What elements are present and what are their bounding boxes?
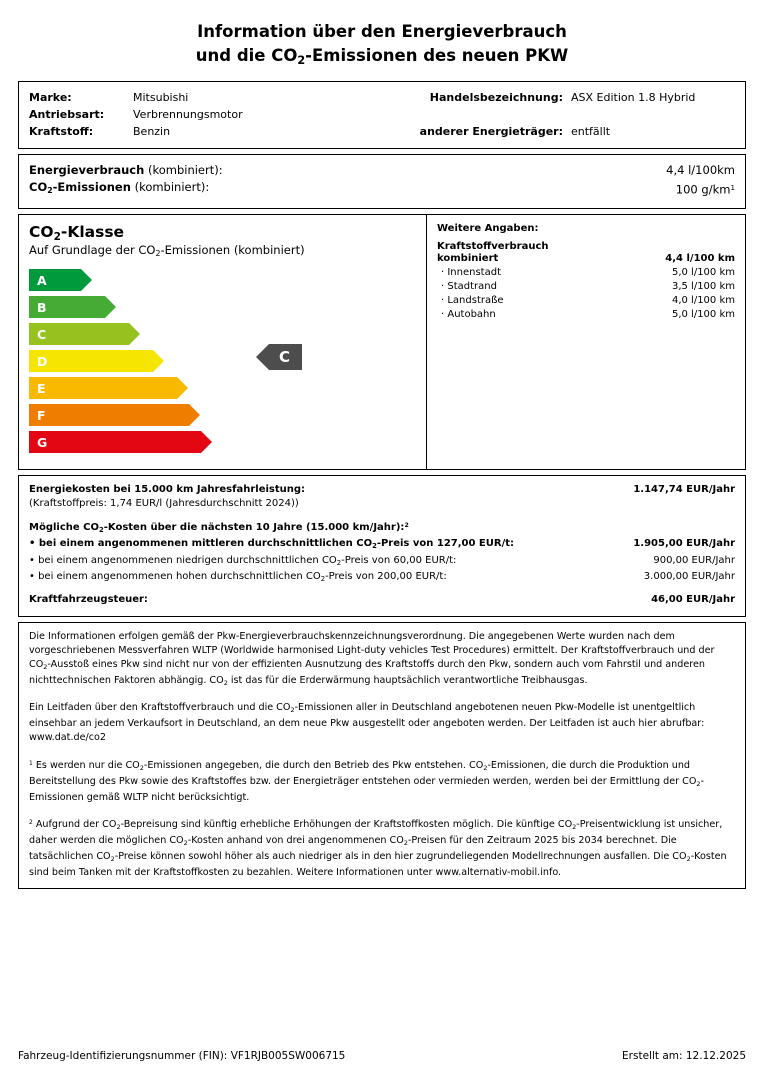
co2-cost-row-label: • bei einem angenommenen mittleren durchschnittlichen $CO_2$-Preis von 127,00 EUR/t:: [29, 538, 515, 551]
fuel-consumption-row-value: 4,4 l/100 km: [665, 252, 735, 264]
vehicle-spacer-row: [385, 106, 735, 123]
created-block: [622, 1050, 746, 1062]
co2-class-row-g: [29, 430, 416, 455]
vehicle-other-energy-label: anderer Energieträger:: [419, 125, 563, 139]
combined-emissions-value: 100 $g/km^1$: [675, 182, 735, 197]
co2-costs-header-row: [29, 519, 735, 537]
co2-class-row-c: [29, 322, 416, 347]
vehicle-tax-row: [29, 593, 735, 608]
vehicle-info-right-column: [379, 89, 735, 140]
co2-class-bar-d: D: [29, 350, 153, 372]
fuel-consumption-row-label: · Autobahn: [441, 308, 496, 320]
co2-class-row-f: [29, 403, 416, 428]
fuel-consumption-row: [437, 294, 735, 308]
vehicle-drivetype-label: Antriebsart:: [29, 108, 105, 122]
co2-costs-header: Mögliche $CO_2$-Kosten über die nächsten 10 Jahre (15.000 km/Jahr):$^2$: [29, 521, 409, 534]
vin-value: VF1RJB005SW006715: [230, 1050, 346, 1062]
combined-emissions-label-rest: (kombiniert):: [130, 180, 210, 195]
vehicle-brand-row: [29, 89, 379, 106]
fuel-consumption-row-label: · Innenstadt: [441, 266, 501, 278]
fuel-consumption-row: [437, 252, 735, 266]
legal-paragraph-1: Die Informationen erfolgen gemäß der Pkw-Energieverbrauchskennzeichnungsverordnung. Die angegebenen Werte wurden nach dem vorgeschriebenen Messverfahren WLTP (Worldwide harmonised Light-duty vehicles Test Procedures) ermittelt. Der Kraftstoffverbrauch und der $CO_2$-Ausstoß eines Pkw sind nicht nur von der effizienten Ausnutzung des Kraftstoffs durch den Pkw, sondern auch vom Fahrstil und anderen nichttechnischen Faktoren abhängig. $CO_2$ ist das für die Erderwärmung hauptsächlich verantwortliche Treibhausgas.: [29, 630, 715, 688]
combined-consumption-label-bold: Energieverbrauch: [29, 163, 145, 178]
co2-cost-row-value: 900,00 EUR/Jahr: [653, 554, 735, 566]
vehicle-brand-label: Marke:: [29, 91, 72, 105]
co2-cost-row-value: 3.000,00 EUR/Jahr: [643, 570, 735, 582]
vehicle-model-label: Handelsbezeichnung:: [429, 91, 563, 105]
combined-consumption-row: [29, 162, 735, 179]
fuel-consumption-row: [437, 266, 735, 280]
co2-cost-row: [29, 570, 735, 586]
legal-notes-box: [18, 622, 746, 889]
co2-class-bar-f: F: [29, 404, 189, 426]
vehicle-drivetype-value: Verbrennungsmotor: [133, 108, 243, 122]
co2-class-bar-e: E: [29, 377, 177, 399]
page-title-line2: und die $CO_2$-Emissionen des neuen PKW: [195, 45, 569, 68]
vin-block: [18, 1050, 345, 1062]
energy-costs-row: [29, 483, 735, 498]
co2-class-row-e: [29, 376, 416, 401]
co2-class-bar-b: B: [29, 296, 105, 318]
vehicle-tax-value: 46,00 EUR/Jahr: [651, 594, 735, 606]
vehicle-model-row: [385, 89, 735, 106]
consumption-summary-box: [18, 154, 746, 208]
combined-emissions-row: [29, 179, 735, 199]
co2-class-row-a: [29, 268, 416, 293]
fuel-consumption-row: [437, 308, 735, 322]
created-label: Erstellt am:: [622, 1050, 683, 1062]
combined-emissions-label: $CO_2$-Emissionen (kombiniert):: [29, 180, 210, 196]
fuel-consumption-row-value: 3,5 l/100 km: [671, 280, 735, 292]
vin-label: Fahrzeug-Identifizierungsnummer (FIN):: [18, 1050, 228, 1062]
vehicle-fuel-value: Benzin: [133, 125, 171, 139]
footnote-marker-1: 1: [730, 183, 735, 193]
page-title: [18, 20, 746, 69]
vehicle-model-value: ASX Edition 1.8 Hybrid: [571, 91, 696, 105]
costs-box: [18, 475, 746, 617]
co2-cost-row: [29, 554, 735, 570]
fuel-consumption-row: [437, 280, 735, 294]
co2-class-bar-a: A: [29, 269, 81, 291]
further-details-panel: [427, 215, 745, 469]
fuel-consumption-row-value: 4,0 l/100 km: [671, 294, 735, 306]
vehicle-fuel-row: [29, 123, 379, 140]
co2-class-row-d: [29, 349, 416, 374]
vehicle-tax-label: Kraftfahrzeugsteuer:: [29, 594, 148, 606]
created-value: 12.12.2025: [685, 1050, 746, 1062]
fuel-consumption-row-label: kombiniert: [437, 252, 499, 264]
fuel-consumption-row-label: · Landstraße: [441, 294, 504, 306]
page-title-line1: Information über den Energieverbrauch: [197, 22, 567, 41]
co2-class-subheading: Auf Grundlage der $CO_2$-Emissionen (kombiniert): [29, 243, 305, 259]
combined-emissions-label-emissions: -Emissionen: [52, 180, 131, 195]
co2-class-bar-g: G: [29, 431, 201, 453]
co2-class-heading: $CO_2$-Klasse: [29, 222, 125, 243]
vehicle-info-left-column: [29, 89, 379, 140]
co2-costs-rows: [29, 537, 735, 586]
vehicle-info-box: [18, 81, 746, 149]
fuel-consumption-title: Kraftstoffverbrauch: [437, 240, 549, 252]
co2-class-box: [18, 214, 746, 470]
vehicle-fuel-label: Kraftstoff:: [29, 125, 94, 139]
fuel-price-note-row: [29, 497, 735, 512]
combined-consumption-label: [29, 162, 223, 179]
co2-cost-row-label: • bei einem angenommenen hohen durchschnittlichen $CO_2$-Preis von 200,00 EUR/t:: [29, 570, 447, 583]
legal-paragraph-2: Ein Leitfaden über den Kraftstoffverbrauch und die $CO_2$-Emissionen aller in Deutschland angebotenen neuen Pkw-Modelle ist unentgeltlich einsehbar an jedem Verkaufsort in Deutschland, an dem neue Pkw ausgestellt oder angeboten werden. Der Leitfaden ist auch hier abrufbar: www.dat.de/co2: [29, 702, 705, 744]
fuel-consumption-row-value: 5,0 l/100 km: [671, 266, 735, 278]
combined-consumption-value: 4,4 l/100km: [666, 163, 735, 178]
legal-footnote-1: $^1$ Es werden nur die $CO_2$-Emissionen angegeben, die durch den Betrieb des Pkw entstehen. $CO_2$-Emissionen, die durch die Produktion und Bereitstellung des Pkw sowie des Kraftstoffes bzw. der Energieträger entstehen oder vermieden werden, werden bei der Ermittlung der $CO_2$-Emissionen gemäß WLTP nicht berücksichtigt.: [29, 759, 704, 803]
vehicle-other-energy-value: entfällt: [571, 125, 611, 139]
combined-emissions-label-co2: CO: [29, 180, 48, 195]
co2-cost-row-label: • bei einem angenommenen niedrigen durchschnittlichen $CO_2$-Preis von 60,00 EUR/t:: [29, 554, 457, 567]
co2-class-scale-panel: [19, 215, 427, 469]
fuel-consumption-rows: [437, 252, 735, 322]
fuel-consumption-row-label: · Stadtrand: [441, 280, 497, 292]
further-details-title: Weitere Angaben:: [437, 222, 539, 234]
co2-class-selected-marker: C: [269, 344, 302, 370]
co2-class-bar-c: C: [29, 323, 129, 345]
co2-class-bars: [29, 268, 416, 455]
vehicle-drivetype-row: [29, 106, 379, 123]
footnote-marker-2: 2: [404, 521, 409, 529]
co2-cost-row-value: 1.905,00 EUR/Jahr: [633, 538, 735, 550]
vehicle-brand-value: Mitsubishi: [133, 91, 189, 105]
vehicle-other-energy-row: [385, 123, 735, 140]
document-footer: [18, 1050, 746, 1062]
co2-cost-row: [29, 537, 735, 553]
fuel-price-note: (Kraftstoffpreis: 1,74 EUR/l (Jahresdurchschnitt 2024)): [29, 498, 299, 510]
co2-class-row-b: [29, 295, 416, 320]
combined-consumption-label-rest: (kombiniert):: [144, 163, 223, 178]
energy-costs-label: Energiekosten bei 15.000 km Jahresfahrleistung:: [29, 483, 306, 495]
legal-footnote-2: $^2$ Aufgrund der $CO_2$-Bepreisung sind künftig erhebliche Erhöhungen der Kraftstoffkosten möglich. Die künftige $CO_2$-Preisentwicklung ist unsicher, daher werden die möglichen $CO_2$-Kosten anhand von drei angenommenen $CO_2$-Preisen für den Zeitraum 2025 bis 2034 berechnet. Die tatsächlichen $CO_2$-Preise können sowohl höher als auch niedriger als in den hier zugrundeliegenden Modellrechnungen ausfallen. Die $CO_2$-Kosten sind beim Tanken mit der Kraftstoffkosten zu bezahlen. Weitere Informationen unter www.alternativ-mobil.info.: [29, 818, 727, 878]
energy-costs-value: 1.147,74 EUR/Jahr: [633, 483, 735, 495]
fuel-consumption-row-value: 5,0 l/100 km: [671, 308, 735, 320]
